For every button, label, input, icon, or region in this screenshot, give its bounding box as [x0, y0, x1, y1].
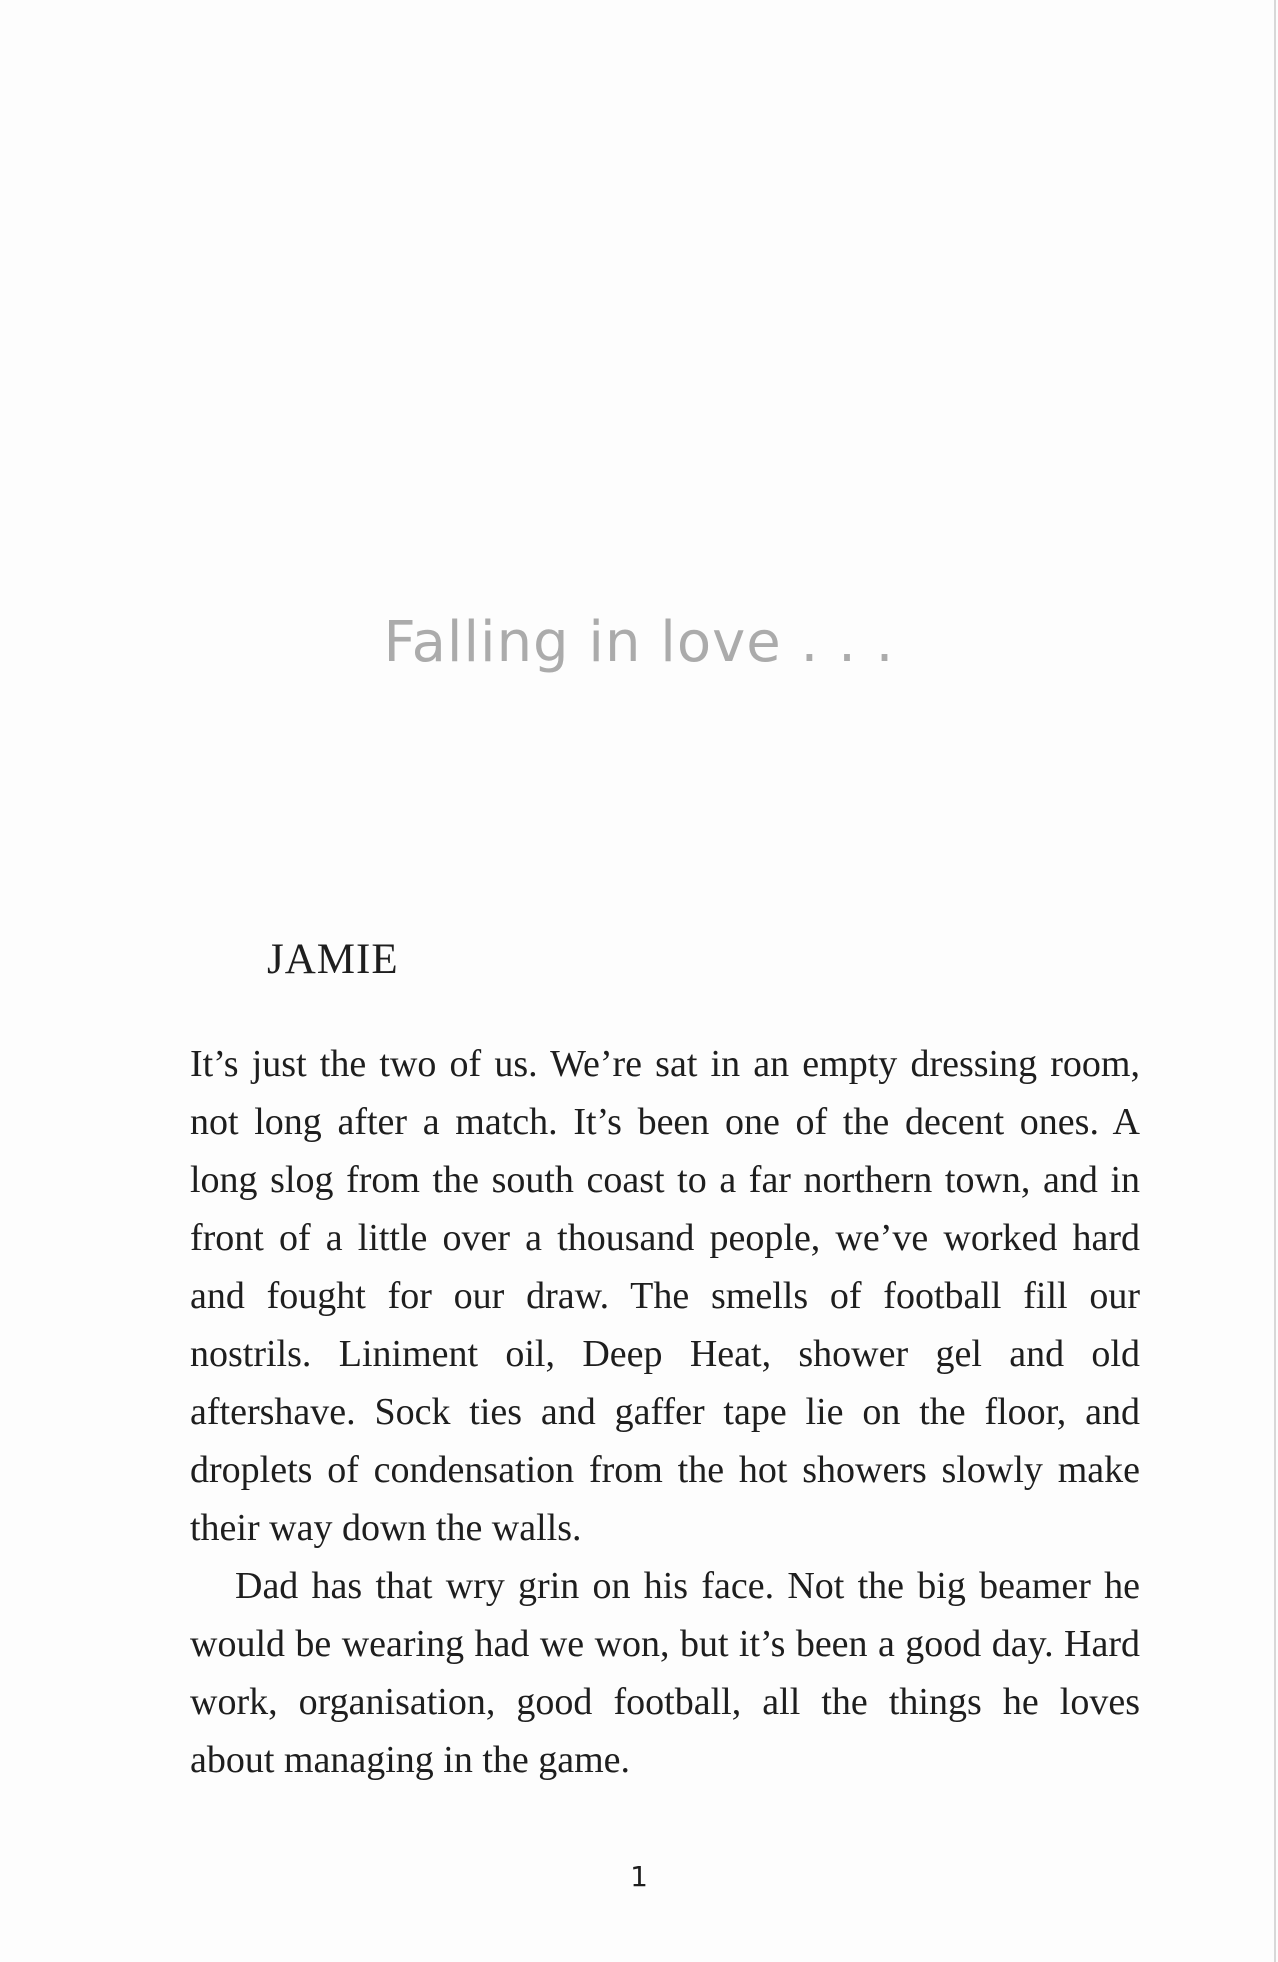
- page-number: 1: [630, 1860, 648, 1893]
- paragraph: Dad has that wry grin on his face. Not the big beamer he would be wearing had we won, but it’s been a good day. Hard work, organisation, good football, all the things he loves about managing in the game.: [190, 1565, 1140, 1781]
- page-edge-shadow: [1274, 0, 1276, 1962]
- chapter-title: Falling in love . . .: [383, 610, 895, 675]
- body-text: [190, 1035, 1140, 1789]
- speaker-heading: JAMIE: [267, 936, 399, 983]
- paragraph: It’s just the two of us. We’re sat in an empty dressing room, not long after a match. It’s been one of the decent ones. A long slog from the south coast to a far northern town, and in front of a little over a thousand people, we’ve worked hard and fought for our draw. The smells of football fill our nostrils. Liniment oil, Deep Heat, shower gel and old aftershave. Sock ties and gaffer tape lie on the floor, and droplets of condensation from the hot showers slowly make their way down the walls.: [190, 1043, 1140, 1549]
